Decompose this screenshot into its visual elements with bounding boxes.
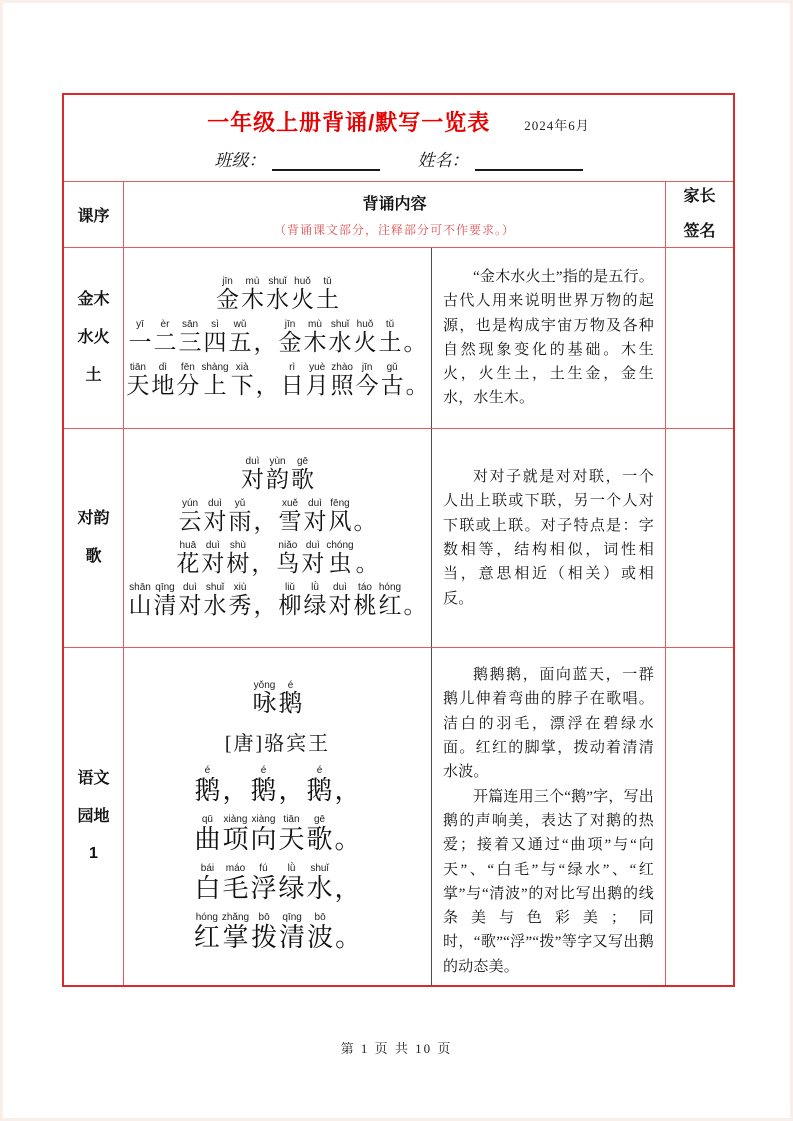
class-blank-underline bbox=[272, 153, 380, 171]
lesson-name: 对韵歌 bbox=[77, 510, 110, 566]
lesson-name-cell bbox=[64, 429, 124, 647]
lesson-name: 金木水火土 bbox=[77, 291, 110, 384]
name-field bbox=[418, 146, 583, 171]
header-sign-line2: 签名 bbox=[683, 223, 716, 241]
name-blank-underline bbox=[475, 153, 583, 171]
poem-line: 山shān清qīng对duì水shuǐ秀xiù，柳liǔ绿lǜ对duì桃táo红hóng。 bbox=[128, 582, 427, 619]
header-recitation-content bbox=[124, 182, 665, 247]
poem-line: 白bái毛máo浮fú绿lǜ水shuǐ， bbox=[194, 862, 361, 903]
header-parent-signature bbox=[665, 182, 733, 247]
title-line bbox=[64, 106, 733, 137]
poem-line: 天tiān地dì分fēn上shàng下xià，日rì月yuè照zhào今jīn古gǔ。 bbox=[126, 361, 429, 398]
table-header-row bbox=[64, 182, 733, 248]
lesson-name-cell bbox=[64, 648, 124, 985]
lesson-name-cell bbox=[64, 248, 124, 428]
poem-cell bbox=[124, 248, 432, 428]
poem-author: [唐]骆宾王 bbox=[224, 732, 331, 755]
poem-line: 鹅é，鹅é，鹅é， bbox=[194, 764, 361, 805]
page-title: 一年级上册背诵/默写一览表 bbox=[207, 110, 491, 136]
recitation-table bbox=[62, 93, 735, 987]
page-number: 第 1 页 共 10 页 bbox=[340, 1041, 453, 1056]
poem-explanation: 鹅鹅鹅，面向蓝天，一群鹅儿伸着弯曲的脖子在歌唱。洁白的羽毛，漂浮在碧绿水面。红红的脚掌，拨动着清清水波。 开篇连用三个“鹅”字，写出鹅的声响美，表达了对鹅的热爱；接着又通过“曲项”与“向天”、“白毛”与“绿水”、“红掌”与“清波”的对比写出鹅的线条美与色彩美；同时，“歌”“浮”“拨”等字又写出鹅的动态美。 bbox=[443, 667, 654, 975]
class-label: 班级： bbox=[214, 151, 266, 171]
poem-line: 云yún对duì雨yǔ，雪xuě对duì风fēng。 bbox=[178, 498, 377, 535]
class-name-line bbox=[64, 146, 733, 171]
header-lesson-order: 课序 bbox=[64, 182, 124, 247]
poem-explanation: “金木水火土”指的是五行。古代人用来说明世界万物的起源，也是构成宇宙万物及各种自然现象变化的基础。木生火，火生土，土生金，金生水，水生木。 bbox=[443, 268, 654, 407]
table-row bbox=[64, 429, 733, 648]
table-row bbox=[64, 648, 733, 985]
signature-blank-cell bbox=[665, 248, 733, 428]
poem-title: 对duì韵yùn歌gē bbox=[241, 456, 314, 493]
table-row bbox=[64, 248, 733, 429]
signature-blank-cell bbox=[665, 429, 733, 647]
sheet-header bbox=[64, 95, 733, 182]
poem-title: 咏yǒng鹅é bbox=[252, 679, 303, 717]
poem-title: 金jīn木mù水shuǐ火huǒ土tǔ bbox=[216, 275, 339, 312]
poem-line: 红hóng掌zhǎng拨bō清qīng波bō。 bbox=[193, 911, 362, 952]
poem-line: 曲qū项xiàng向xiàng天tiān歌gē。 bbox=[194, 813, 361, 854]
name-label: 姓名： bbox=[417, 151, 469, 171]
header-content-label: 背诵内容 bbox=[362, 195, 427, 213]
header-sign-line1: 家长 bbox=[683, 188, 716, 206]
poem-cell bbox=[124, 648, 432, 985]
poem-cell bbox=[124, 429, 432, 647]
page-date: 2024年6月 bbox=[524, 118, 590, 134]
signature-blank-cell bbox=[665, 648, 733, 985]
poem-line: 花huā对duì树shù，鸟niǎo对duì虫chóng。 bbox=[176, 540, 379, 577]
lesson-name: 语文园地1 bbox=[77, 770, 110, 863]
class-field bbox=[215, 146, 380, 171]
poem-explanation: 对对子就是对对联，一个人出上联或下联，另一个人对下联或上联。对子特点是：字数相等，结构相似，词性相当，意思相近（相关）或相反。 bbox=[443, 469, 654, 607]
poem-line: 一yī二èr三sān四sì五wǔ，金jīn木mù水shuǐ火huǒ土tǔ。 bbox=[128, 318, 427, 355]
poem-lines-block bbox=[193, 765, 362, 954]
header-content-note: （背诵课文部分，注释部分可不作要求。） bbox=[273, 222, 515, 237]
